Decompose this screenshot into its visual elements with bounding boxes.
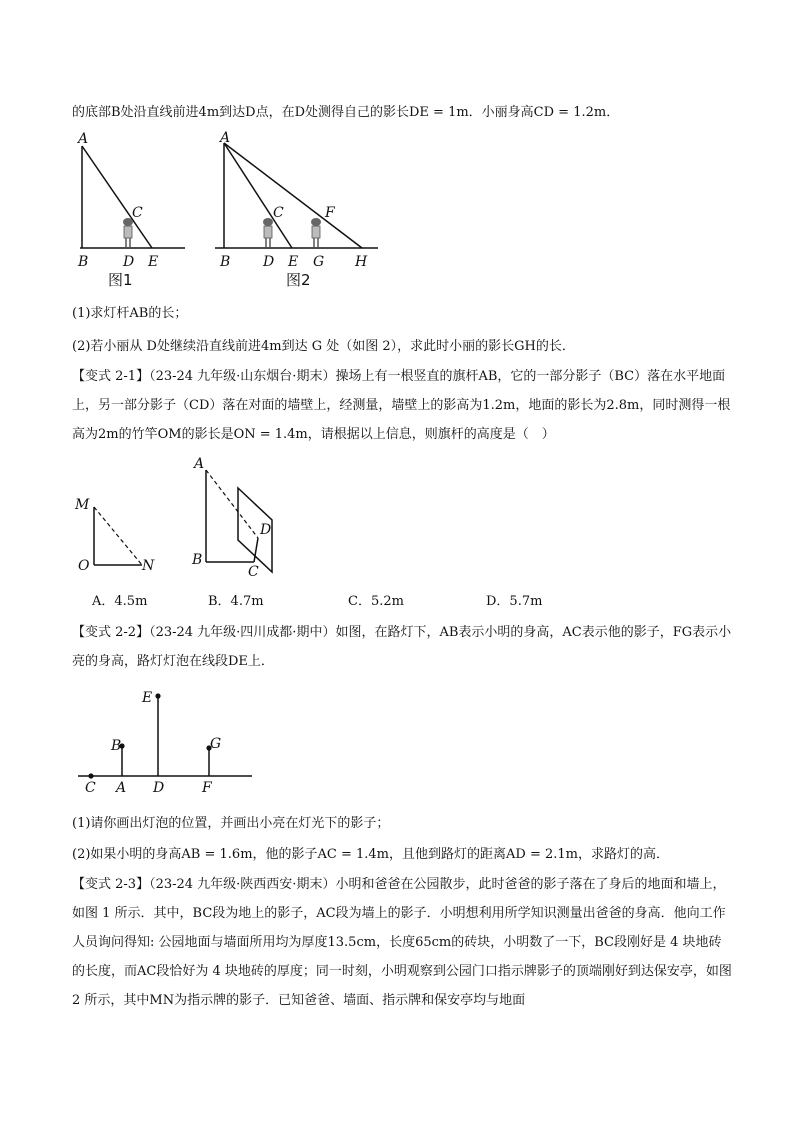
label-G: G [210,736,222,752]
label-C: C [132,205,143,221]
variant-2-1: 【变式 2-1】（23-24 九年级·山东烟台·期末）操场上有一根竖直的旗杆AB，它的一部分影子（BC）落在水平地面上，另一部分影子（CD）落在对面的墙壁上，经测量，墙壁上的影高为1.2m，地面的影长为2.8m，同时测得一根高为2m的竹竿OM的影长是ON = 1.4m，请根据以上信息，则旗杆的高度是（ ） [72,369,731,442]
label-E: E [148,254,159,270]
option-a: A．4.5m [92,594,148,609]
option-d: D．5.7m [486,594,543,609]
label-E: E [142,690,153,706]
label-N: N [142,558,155,574]
question-2: (2)若小丽从 D处继续沿直线前进4m到达 G 处（如图 2），求此时小丽的影长GH的长． [72,339,575,354]
variant-2-3: 【变式 2-3】（23-24 九年级·陕西西安·期末）小明和爸爸在公园散步，此时爸爸的影子落在了身后的地面和墙上，如图 1 所示．其中，BC段为地上的影子，AC段为墙上的影子．小明想利用所学知识测量出爸爸的身高．他向工作人员询问得知: 公园地面与墙面所用均为厚度13.5cm，长度65cm的砖块，小明数了一下，BC段刚好是 4 块地砖的长度，而AC段恰好为 4 块地砖的厚度；同一时刻，小明观察到公园门口指示牌影子的顶端刚好到达保安亭，如图 2 所示，其中MN为指示牌的影子．已知爸爸、墙面、指示牌和保安亭均与地面 [72,877,732,1008]
person-icon [263,218,273,247]
label-A: A [220,130,231,146]
label-G: G [313,254,325,270]
label-D: D [153,780,165,796]
label-D: D [263,254,275,270]
label-E: E [288,254,299,270]
problem-continuation: 的底部B处沿直线前进4m到达D点，在D处测得自己的影长DE = 1m．小丽身高CD = 1.2m． [72,105,620,120]
figure-pole [70,495,170,580]
person-icon [311,218,321,247]
label-C: C [248,564,259,580]
figure-2 [210,128,390,293]
label-F: F [202,780,212,796]
figure-1-caption: 图1 [108,271,133,289]
label-B: B [78,254,89,270]
label-C: C [273,205,284,221]
option-c: C．5.2m [348,594,404,609]
label-A: A [194,456,205,472]
label-D: D [260,522,272,538]
figure-streetlight [72,688,262,798]
label-M: M [75,497,90,513]
label-B: B [220,254,231,270]
option-b: B．4.7m [208,594,264,609]
figure-1 [60,128,200,293]
label-A: A [78,131,89,147]
figure-flagpole [190,450,300,580]
question-4: (2)如果小明的身高AB = 1.6m，他的影子AC = 1.4m，且他到路灯的距离AD = 2.1m，求路灯的高． [72,847,669,862]
label-A: A [116,780,127,796]
label-B: B [111,738,122,754]
question-3: (1)请你画出灯泡的位置，并画出小亮在灯光下的影子； [72,816,390,831]
question-1: (1)求灯杆AB的长； [72,306,188,321]
figure-2-caption: 图2 [286,271,311,289]
variant-2-2: 【变式 2-2】（23-24 九年级·四川成都·期中）如图，在路灯下，AB表示小明的身高，AC表示他的影子，FG表示小亮的身高，路灯灯泡在线段DE上． [72,625,732,669]
label-O: O [78,558,90,574]
person-icon [123,218,133,247]
label-B: B [192,552,203,568]
label-F: F [325,205,335,221]
label-D: D [123,254,135,270]
label-C: C [85,780,96,796]
label-H: H [355,254,368,270]
